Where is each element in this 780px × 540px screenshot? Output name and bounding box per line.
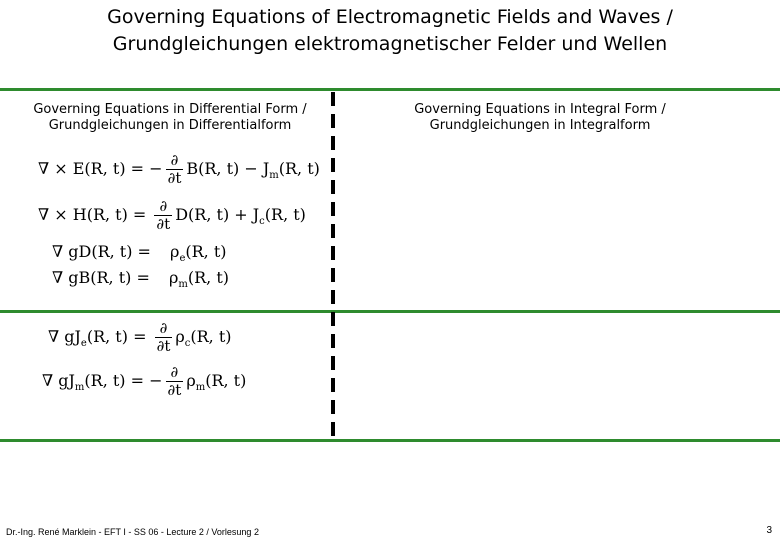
differential-form-header: Governing Equations in Differential Form / Grundgleichungen in Differentialform xyxy=(33,102,307,133)
gauss-electric-equation: ∇ gD(R, $t) = \rho_e(R$, t) xyxy=(52,242,227,264)
ampere-equation: ∇ × H(R, t) = $\frac{\partial}{\partial t}$ D(R, $t) + J_c(R$, t) xyxy=(38,197,306,233)
slide-title xyxy=(0,4,780,58)
title-line-1: Governing Equations of Electromagnetic Fields and Waves / xyxy=(107,6,673,28)
continuity-magnetic-equation: ∇ $gJ_m(R$, t) = − $\frac{\partial}{\partial t}$ $\rho_m(R$, t) xyxy=(42,363,247,399)
bottom-divider xyxy=(0,439,780,442)
column-divider xyxy=(331,92,335,440)
title-line-2: Grundgleichungen elektromagnetischer Felder und Wellen xyxy=(112,33,668,55)
footer-text: Dr.-Ing. René Marklein - EFT I - SS 06 - Lecture 2 / Vorlesung 2 xyxy=(6,527,259,537)
top-divider xyxy=(0,88,780,91)
middle-divider xyxy=(0,310,780,313)
continuity-electric-equation: ∇ $gJ_e(R$, t) = $\frac{\partial}{\partial t}$ $\rho_c(R$, t) xyxy=(48,319,232,355)
gauss-magnetic-equation: ∇ gB(R, $t) = \rho_m(R$, t) xyxy=(52,268,230,290)
page-number: 3 xyxy=(766,525,772,536)
faraday-equation: ∇ × E(R, t) = − $\frac{\partial}{\partial t}$ B(R, $t) - J_m(R$, t) xyxy=(38,151,320,187)
integral-form-header: Governing Equations in Integral Form / Grundgleichungen in Integralform xyxy=(414,102,666,133)
